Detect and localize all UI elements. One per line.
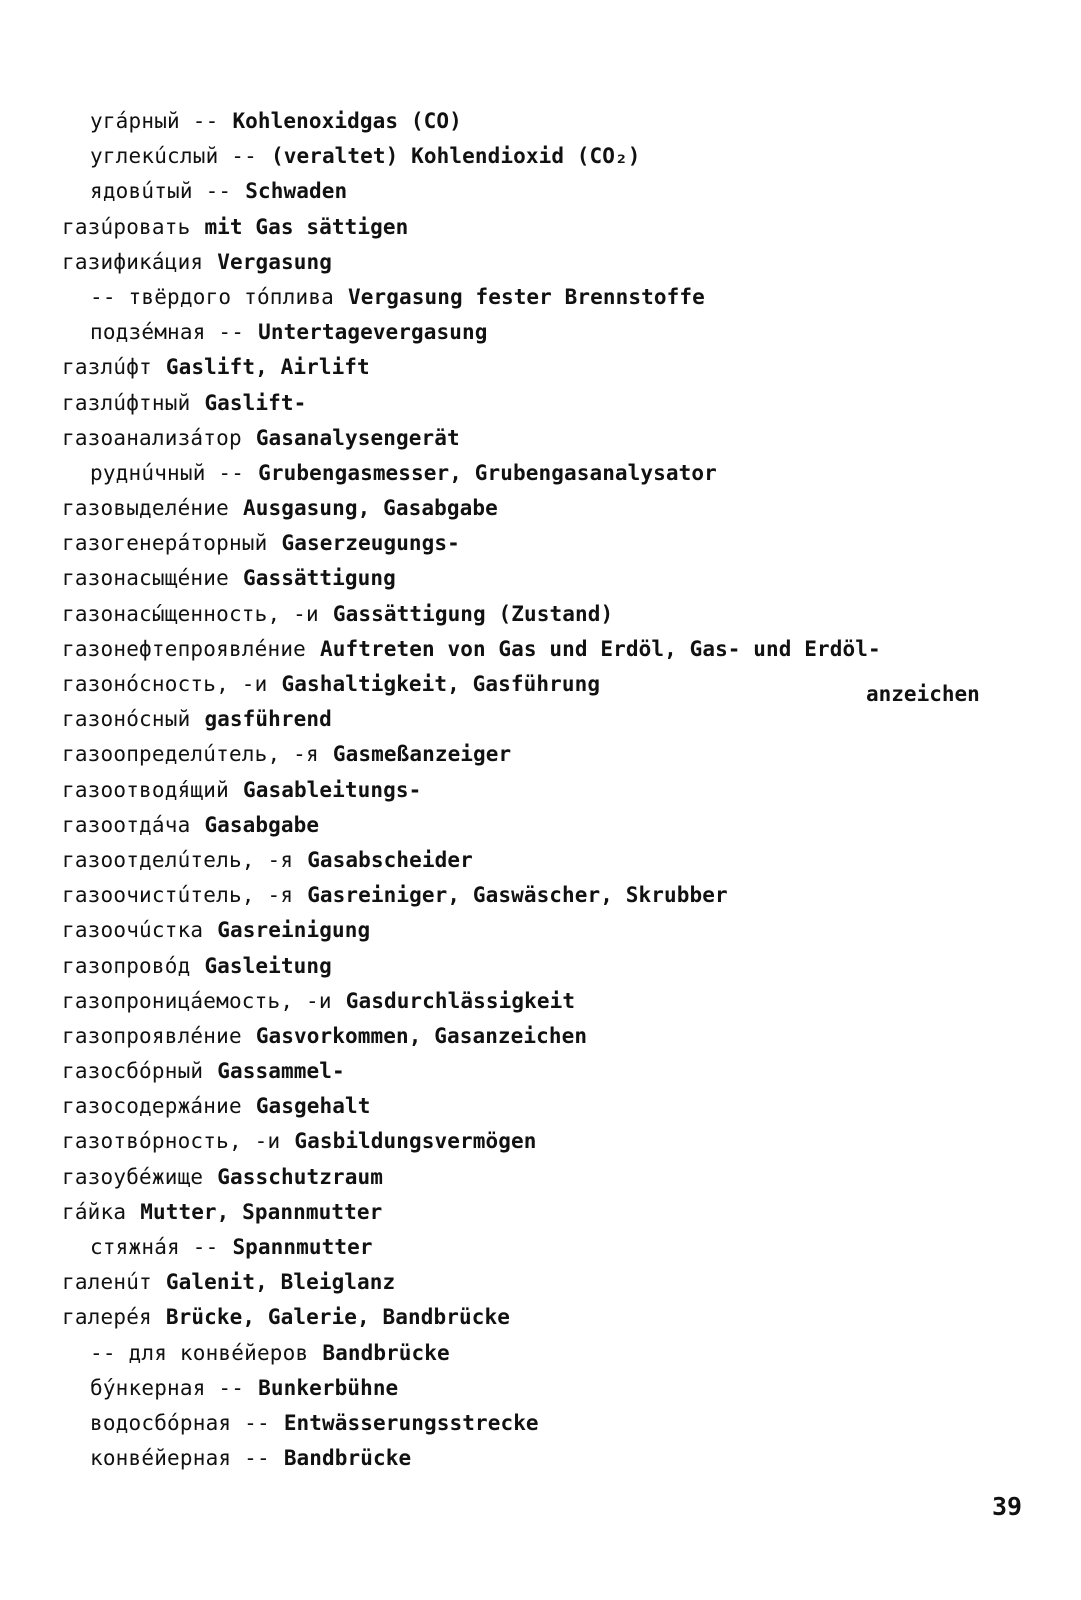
dictionary-entry	[62, 245, 1022, 280]
dictionary-entry	[62, 913, 1022, 948]
dictionary-entry	[62, 773, 1022, 808]
entry-german-translation: Gassammel-	[217, 1059, 345, 1084]
entry-russian-term: стяжнáя --	[90, 1235, 219, 1259]
dictionary-entry	[62, 456, 1022, 491]
entry-german-translation: Gaslift-	[204, 390, 307, 415]
entry-russian-term: газопровóд	[62, 953, 191, 978]
entry-german-translation: Spannmutter	[232, 1235, 373, 1259]
entry-russian-term: газотвóрность, -и	[62, 1129, 281, 1154]
dictionary-entry	[62, 139, 1022, 174]
entry-german-translation: Gasdurchlässigkeit	[345, 988, 576, 1013]
entry-russian-term: газопроявлéние	[62, 1023, 242, 1048]
entry-russian-term: углекúслый --	[90, 144, 257, 169]
dictionary-entry	[62, 174, 1022, 209]
dictionary-entry	[62, 808, 1022, 843]
entry-russian-term: газовыделéние	[62, 496, 229, 521]
dictionary-entry	[62, 737, 1022, 772]
entry-russian-term: конвéйерная --	[90, 1446, 270, 1471]
entry-german-translation: mit Gas sättigen	[204, 214, 409, 239]
entry-german-translation: Gasreiniger, Gaswäscher, Skrubber	[307, 883, 728, 908]
entry-russian-term: газогенерáторный	[62, 531, 268, 556]
dictionary-entry	[62, 843, 1022, 878]
dictionary-entry	[62, 350, 1022, 385]
entry-list	[62, 104, 1022, 1476]
entry-russian-term: газонóсный	[62, 707, 191, 732]
dictionary-entry	[62, 210, 1022, 245]
entry-german-translation: Untertagevergasung	[258, 320, 488, 345]
entry-russian-term: -- твёрдого тóплива	[90, 284, 335, 309]
entry-russian-term: газоопределúтель, -я	[62, 742, 319, 767]
dictionary-entry	[62, 1019, 1022, 1054]
entry-russian-term: газосодержáние	[62, 1094, 242, 1119]
dictionary-entry	[62, 1371, 1022, 1406]
dictionary-entry	[62, 1054, 1022, 1089]
entry-russian-term: газоубéжище	[62, 1164, 204, 1189]
entry-german-translation: Kohlenoxidgas (CO)	[232, 109, 462, 133]
entry-russian-term: угáрный --	[90, 109, 219, 133]
entry-german-translation: Gasschutzraum	[217, 1164, 383, 1189]
dictionary-entry	[62, 491, 1022, 526]
entry-german-translation: Gassättigung	[242, 566, 396, 591]
entry-russian-term: газоотделúтель, -я	[62, 847, 294, 872]
entry-german-translation: Vergasung fester Brennstoffe	[348, 284, 705, 309]
dictionary-entry	[62, 280, 1022, 315]
entry-german-translation: Gasgehalt	[255, 1094, 371, 1119]
entry-german-translation: Gasvorkommen, Gasanzeichen	[255, 1023, 588, 1048]
entry-german-translation: Entwässerungsstrecke	[283, 1410, 539, 1435]
entry-russian-term: гáйка	[62, 1199, 127, 1224]
entry-russian-term: газоанализáтор	[62, 425, 242, 450]
entry-german-translation: Ausgasung, Gasabgabe	[242, 496, 498, 521]
entry-russian-term: газлúфт	[62, 355, 152, 380]
entry-russian-term: газопроницáемость, -и	[62, 988, 332, 1013]
dictionary-entry	[62, 1441, 1022, 1476]
entry-german-translation: Gasbildungsvermögen	[294, 1129, 537, 1154]
entry-german-translation: Gasableitungs-	[242, 777, 422, 802]
continuation-text: anzeichen	[866, 682, 980, 706]
dictionary-entry	[62, 984, 1022, 1019]
dictionary-entry	[62, 104, 1022, 139]
entry-german-translation: Gashaltigkeit, Gasführung	[281, 672, 601, 696]
entry-russian-term: газификáция	[62, 249, 204, 274]
entry-german-translation: Bandbrücke	[322, 1340, 450, 1365]
dictionary-entry	[62, 386, 1022, 421]
entry-german-translation: (veraltet) Kohlendioxid (CO₂)	[270, 144, 641, 169]
entry-russian-term: газосбóрный	[62, 1059, 204, 1084]
dictionary-entry	[62, 1336, 1022, 1371]
entry-russian-term: газúровать	[62, 214, 191, 239]
dictionary-entry	[62, 1195, 1022, 1230]
entry-german-translation: Gasreinigung	[217, 918, 371, 943]
entry-german-translation: Schwaden	[245, 179, 348, 204]
entry-russian-term: газонóсность, -и	[62, 672, 268, 696]
dictionary-entry	[62, 421, 1022, 456]
entry-german-translation: Vergasung	[217, 249, 332, 274]
dictionary-entry	[62, 315, 1022, 350]
entry-german-translation: Auftreten von Gas und Erdöl, Gas- und Erdöl-	[320, 636, 881, 661]
entry-german-translation: gasführend	[204, 707, 332, 732]
dictionary-entry	[62, 632, 1022, 667]
entry-russian-term: газонасы́щенность, -и	[62, 601, 319, 626]
entry-russian-term: газлúфтный	[62, 390, 191, 415]
entry-german-translation: Gassättigung (Zustand)	[332, 601, 614, 626]
entry-russian-term: -- для конвéйеров	[90, 1340, 309, 1365]
entry-german-translation: Bandbrücke	[283, 1446, 412, 1471]
entry-german-translation: Galenit, Bleiglanz	[165, 1270, 396, 1295]
entry-russian-term: газоотводя́щий	[62, 777, 229, 802]
entry-german-translation: Brücke, Galerie, Bandbrücke	[165, 1305, 510, 1330]
dictionary-entry	[62, 597, 1022, 632]
entry-russian-term: подзéмная --	[90, 320, 245, 345]
dictionary-entry	[62, 1406, 1022, 1441]
entry-german-translation: Gasanalysengerät	[255, 425, 460, 450]
entry-russian-term: газоочúстка	[62, 918, 204, 943]
entry-russian-term: газоотдáча	[62, 812, 191, 837]
entry-russian-term: водосбóрная --	[90, 1410, 270, 1435]
entry-german-translation: Gaserzeugungs-	[281, 531, 460, 556]
entry-german-translation: Gasleitung	[204, 953, 332, 978]
dictionary-entry	[62, 1265, 1022, 1300]
entry-russian-term: газонефтепроявлéние	[62, 636, 307, 661]
dictionary-entry	[62, 1089, 1022, 1124]
dictionary-entry	[62, 1124, 1022, 1159]
entry-german-translation: Gasabscheider	[307, 847, 473, 872]
dictionary-entry	[62, 526, 1022, 561]
entry-german-translation: Mutter, Spannmutter	[140, 1199, 383, 1224]
page-number: 39	[992, 1492, 1023, 1521]
entry-german-translation: Grubengasmesser, Grubengasanalysator	[258, 460, 717, 485]
entry-german-translation: Gaslift, Airlift	[165, 355, 370, 380]
dictionary-entry	[62, 878, 1022, 913]
dictionary-entry	[62, 1300, 1022, 1335]
entry-german-translation: Bunkerbühne	[258, 1375, 399, 1400]
entry-russian-term: газонасыщéние	[62, 566, 229, 591]
entry-russian-term: бýнкерная --	[90, 1375, 245, 1400]
entry-russian-term: галерéя	[62, 1305, 152, 1330]
dictionary-entry	[62, 561, 1022, 596]
dictionary-entry	[62, 1230, 1022, 1265]
entry-russian-term: ядовúтый --	[90, 179, 232, 204]
entry-german-translation: Gasmeßanzeiger	[332, 742, 512, 767]
dictionary-entry	[62, 1160, 1022, 1195]
entry-german-translation: Gasabgabe	[204, 812, 320, 837]
entry-russian-term: газоочистúтель, -я	[62, 883, 294, 908]
entry-russian-term: руднúчный --	[90, 460, 245, 485]
dictionary-entry	[62, 949, 1022, 984]
entry-russian-term: галенúт	[62, 1270, 152, 1295]
